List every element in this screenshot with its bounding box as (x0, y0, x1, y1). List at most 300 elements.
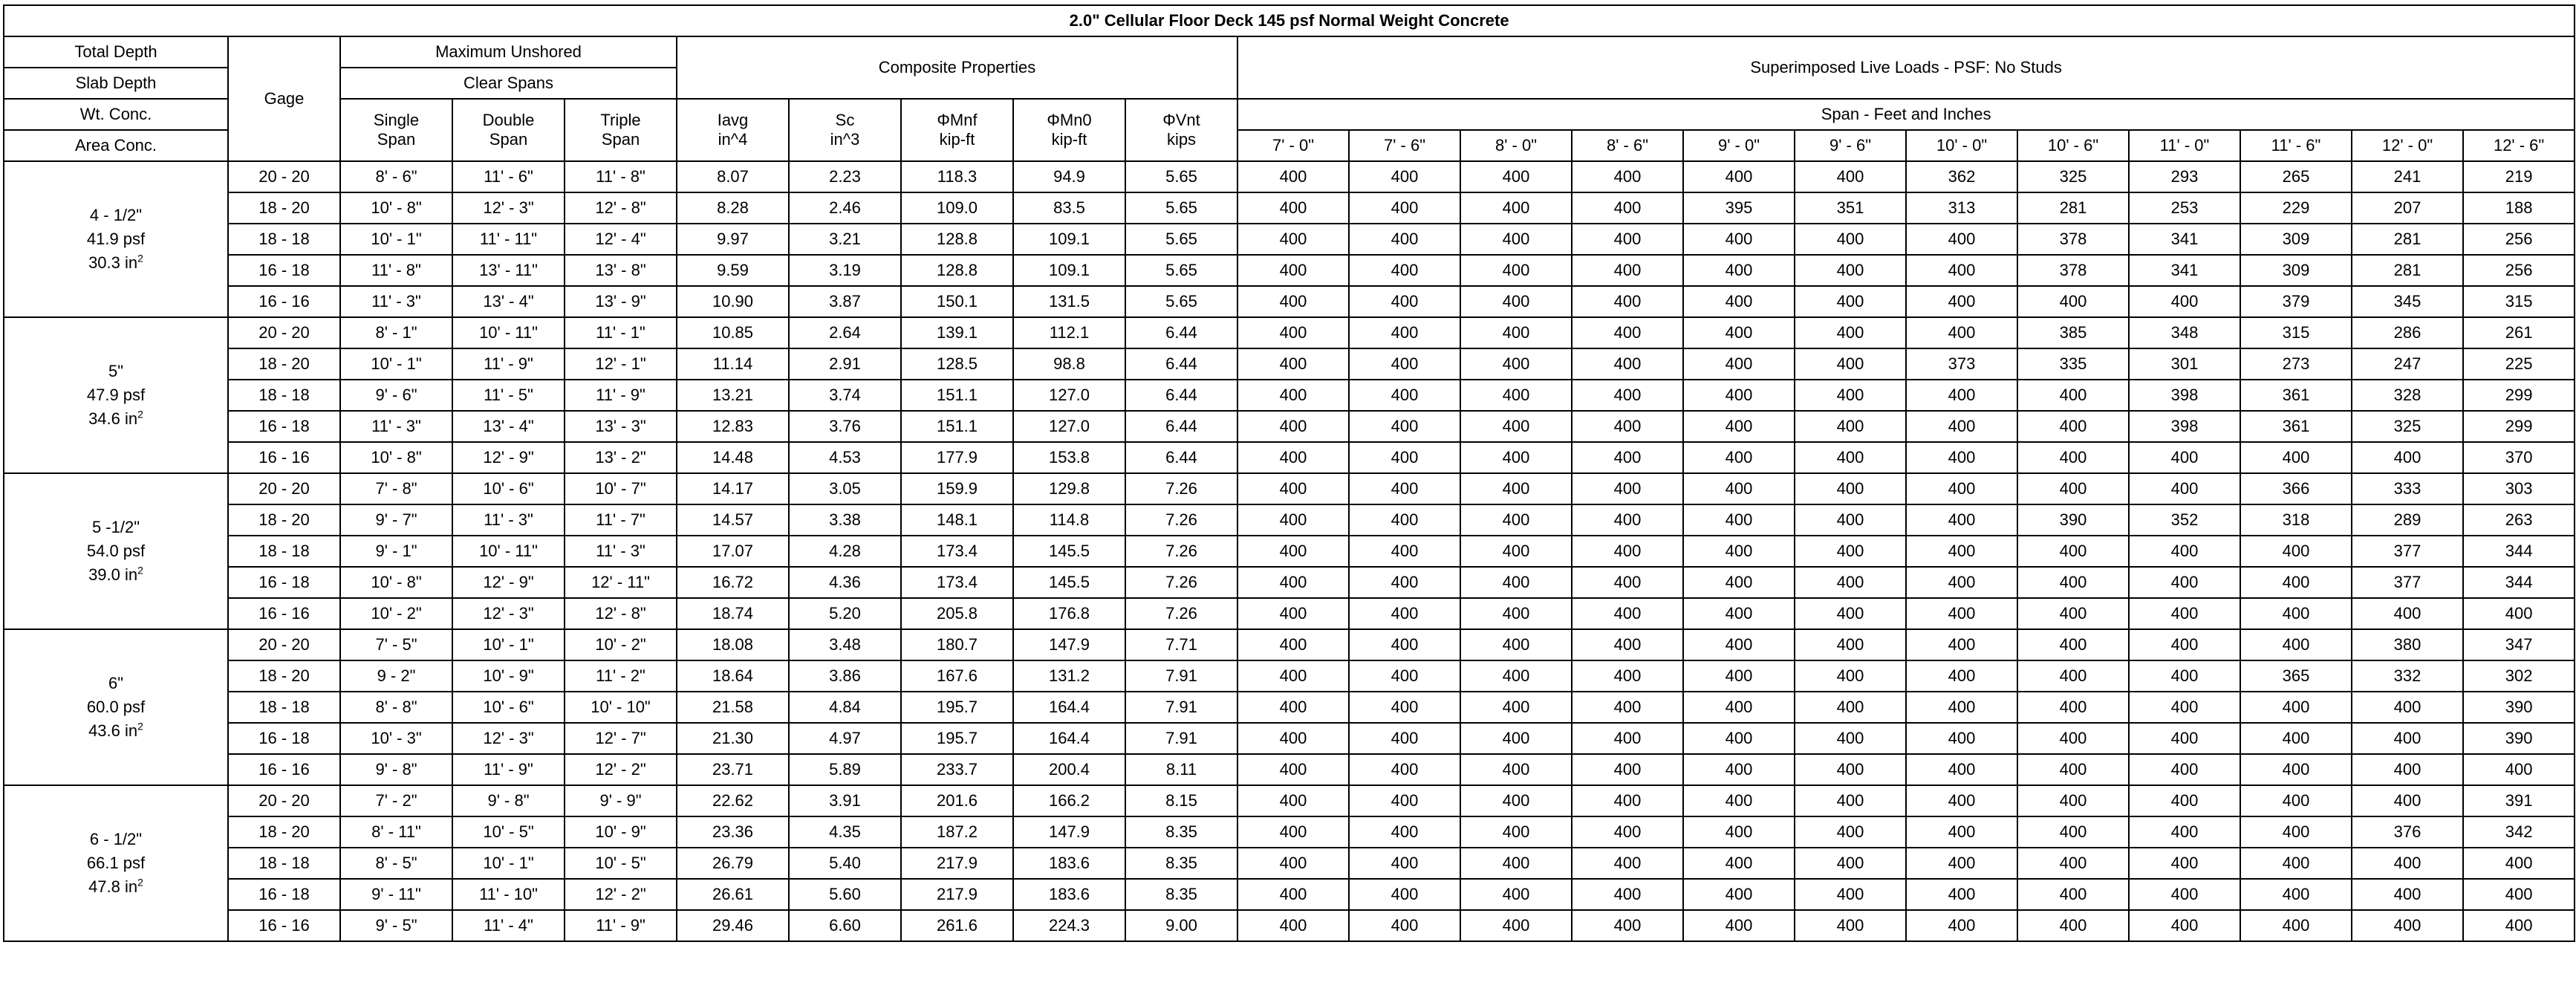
live-load-cell: 400 (1683, 348, 1795, 380)
header-line: ΦMnf (937, 110, 978, 129)
gage-cell: 20 - 20 (228, 629, 340, 660)
live-load-cell: 400 (2463, 598, 2575, 629)
gage-cell: 20 - 20 (228, 473, 340, 504)
sc-cell: 3.05 (789, 473, 901, 504)
vnt-cell: 7.91 (1125, 723, 1237, 754)
live-load-cell: 400 (1460, 348, 1572, 380)
live-load-cell: 400 (2352, 723, 2463, 754)
single-span-cell: 11' - 3" (340, 286, 452, 317)
title-row (4, 5, 2575, 36)
live-load-cell: 400 (2017, 473, 2129, 504)
label-wt-conc: Wt. Conc. (4, 99, 228, 130)
live-load-cell: 400 (1572, 910, 1683, 941)
live-load-cell: 400 (2129, 660, 2240, 692)
live-load-cell: 400 (1906, 754, 2017, 785)
iavg-cell: 12.83 (677, 411, 789, 442)
vnt-cell: 8.35 (1125, 848, 1237, 879)
table-row (4, 879, 2575, 910)
sc-cell: 5.60 (789, 879, 901, 910)
live-load-cell: 400 (1460, 785, 1572, 816)
mnf-cell: 151.1 (901, 380, 1013, 411)
sc-cell: 3.91 (789, 785, 901, 816)
live-load-cell: 400 (2240, 442, 2352, 473)
iavg-cell: 21.30 (677, 723, 789, 754)
weight-value: 47.9 psf (86, 386, 146, 405)
double-span-cell: 10' - 1" (452, 848, 565, 879)
live-load-cell: 400 (2129, 286, 2240, 317)
mn0-cell: 127.0 (1013, 411, 1125, 442)
live-span-header: 10' - 6" (2017, 130, 2129, 161)
live-load-cell: 400 (2129, 567, 2240, 598)
double-span-cell: 11' - 3" (452, 504, 565, 536)
vnt-cell: 6.44 (1125, 380, 1237, 411)
live-load-cell: 400 (2352, 785, 2463, 816)
triple-span-cell: 11' - 9" (565, 380, 677, 411)
live-load-cell: 370 (2463, 442, 2575, 473)
triple-span-cell: 12' - 8" (565, 192, 677, 224)
live-load-cell: 400 (1906, 442, 2017, 473)
mnf-cell: 128.8 (901, 224, 1013, 255)
live-load-cell: 265 (2240, 161, 2352, 192)
mnf-cell: 201.6 (901, 785, 1013, 816)
gage-header: Gage (228, 36, 340, 161)
live-load-cell: 315 (2463, 286, 2575, 317)
total-depth-value: 6" (108, 674, 124, 693)
live-load-cell: 400 (1349, 286, 1460, 317)
single-span-cell: 10' - 3" (340, 723, 452, 754)
live-load-cell: 400 (1572, 224, 1683, 255)
live-load-cell: 400 (1795, 567, 1906, 598)
live-span-header: 12' - 6" (2463, 130, 2575, 161)
iavg-cell: 13.21 (677, 380, 789, 411)
live-load-cell: 400 (2129, 910, 2240, 941)
live-load-cell: 400 (1906, 848, 2017, 879)
gage-cell: 18 - 20 (228, 504, 340, 536)
mnf-cell: 159.9 (901, 473, 1013, 504)
live-load-cell: 400 (1906, 816, 2017, 848)
live-load-cell: 400 (2017, 411, 2129, 442)
table-row (4, 317, 2575, 348)
area-unit-exponent: 2 (137, 252, 143, 264)
mnf-cell: 128.5 (901, 348, 1013, 380)
total-depth-value: 6 - 1/2" (89, 830, 143, 849)
live-span-header: 9' - 6" (1795, 130, 1906, 161)
live-load-cell: 400 (1237, 286, 1349, 317)
iavg-cell: 14.48 (677, 442, 789, 473)
live-load-cell: 400 (1683, 848, 1795, 879)
header-line: Span (377, 130, 416, 149)
vnt-cell: 5.65 (1125, 192, 1237, 224)
live-load-cell: 347 (2463, 629, 2575, 660)
iavg-cell: 26.79 (677, 848, 789, 879)
live-load-cell: 400 (1349, 754, 1460, 785)
iavg-cell: 10.85 (677, 317, 789, 348)
live-load-cell: 400 (1349, 723, 1460, 754)
double-span-cell: 11' - 10" (452, 879, 565, 910)
mnf-cell: 109.0 (901, 192, 1013, 224)
triple-span-cell: 11' - 8" (565, 161, 677, 192)
live-load-cell: 400 (1572, 567, 1683, 598)
live-load-cell: 400 (1349, 692, 1460, 723)
live-load-cell: 400 (1572, 879, 1683, 910)
header-line: kip-ft (939, 130, 975, 149)
single-span-cell: 9' - 7" (340, 504, 452, 536)
live-load-cell: 219 (2463, 161, 2575, 192)
vnt-cell: 5.65 (1125, 161, 1237, 192)
live-load-cell: 400 (2240, 910, 2352, 941)
single-span-cell: 8' - 6" (340, 161, 452, 192)
single-span-cell: 9' - 5" (340, 910, 452, 941)
mn0-cell: 166.2 (1013, 785, 1125, 816)
mn0-cell: 98.8 (1013, 348, 1125, 380)
live-load-cell: 400 (1237, 348, 1349, 380)
live-load-cell: 400 (1349, 629, 1460, 660)
live-load-cell: 400 (1572, 598, 1683, 629)
live-load-cell: 341 (2129, 224, 2240, 255)
header-row-3 (4, 99, 2575, 130)
live-load-cell: 400 (1349, 785, 1460, 816)
live-load-cell: 400 (1572, 816, 1683, 848)
gage-cell: 18 - 20 (228, 816, 340, 848)
live-span-header: 8' - 6" (1572, 130, 1683, 161)
live-load-cell: 400 (1795, 317, 1906, 348)
live-load-cell: 281 (2352, 255, 2463, 286)
mnf-cell: 177.9 (901, 442, 1013, 473)
live-load-cell: 273 (2240, 348, 2352, 380)
triple-span-cell: 9' - 9" (565, 785, 677, 816)
live-load-cell: 400 (1349, 598, 1460, 629)
live-load-cell: 400 (1795, 380, 1906, 411)
live-load-cell: 400 (1460, 567, 1572, 598)
live-load-cell: 400 (1460, 660, 1572, 692)
live-load-cell: 400 (1683, 598, 1795, 629)
double-span-cell: 11' - 6" (452, 161, 565, 192)
header-line: Single (373, 110, 420, 129)
live-load-cell: 400 (1906, 224, 2017, 255)
live-load-cell: 400 (1237, 504, 1349, 536)
vnt-cell: 7.91 (1125, 660, 1237, 692)
live-load-cell: 400 (2240, 629, 2352, 660)
live-load-cell: 400 (2352, 598, 2463, 629)
live-load-cell: 400 (1906, 380, 2017, 411)
live-load-cell: 400 (1349, 317, 1460, 348)
live-load-cell: 325 (2352, 411, 2463, 442)
gage-cell: 16 - 16 (228, 442, 340, 473)
live-load-cell: 400 (1349, 567, 1460, 598)
live-load-cell: 400 (2017, 692, 2129, 723)
live-load-cell: 400 (1349, 816, 1460, 848)
live-load-cell: 400 (2463, 879, 2575, 910)
live-load-cell: 400 (1683, 754, 1795, 785)
live-load-cell: 400 (1237, 598, 1349, 629)
sc-cell: 4.97 (789, 723, 901, 754)
table-row (4, 442, 2575, 473)
header-line: Span (489, 130, 528, 149)
live-load-cell: 400 (1349, 380, 1460, 411)
live-load-cell: 400 (2129, 785, 2240, 816)
live-load-cell: 188 (2463, 192, 2575, 224)
mnf-cell: 180.7 (901, 629, 1013, 660)
live-load-cell: 400 (1237, 536, 1349, 567)
sc-cell: 3.86 (789, 660, 901, 692)
live-load-cell: 400 (1460, 411, 1572, 442)
triple-span-cell: 13' - 9" (565, 286, 677, 317)
live-load-cell: 400 (2129, 754, 2240, 785)
double-span-cell: 11' - 9" (452, 754, 565, 785)
live-load-cell: 400 (1572, 286, 1683, 317)
vnt-cell: 8.35 (1125, 879, 1237, 910)
sc-cell: 3.87 (789, 286, 901, 317)
live-load-cell: 400 (2017, 286, 2129, 317)
vnt-cell: 5.65 (1125, 224, 1237, 255)
live-load-cell: 400 (1683, 161, 1795, 192)
area-value: 39.0 in (88, 565, 138, 584)
live-load-cell: 400 (1460, 848, 1572, 879)
live-load-cell: 400 (2129, 629, 2240, 660)
live-span-header: 7' - 0" (1237, 130, 1349, 161)
triple-span-cell: 11' - 3" (565, 536, 677, 567)
mnf-cell: 173.4 (901, 567, 1013, 598)
live-load-cell: 400 (1349, 192, 1460, 224)
label-total-depth: Total Depth (4, 36, 228, 68)
double-span-cell: 13' - 4" (452, 286, 565, 317)
live-load-cell: 390 (2463, 723, 2575, 754)
sc-cell: 5.40 (789, 848, 901, 879)
vnt-cell: 7.26 (1125, 567, 1237, 598)
table-row (4, 754, 2575, 785)
live-load-cell: 400 (1460, 317, 1572, 348)
iavg-cell: 10.90 (677, 286, 789, 317)
table-row (4, 536, 2575, 567)
area-unit-exponent: 2 (137, 408, 143, 420)
live-load-cell: 400 (1795, 785, 1906, 816)
live-span-header: 10' - 0" (1906, 130, 2017, 161)
live-load-cell: 378 (2017, 224, 2129, 255)
triple-span-cell: 13' - 2" (565, 442, 677, 473)
live-load-cell: 400 (1906, 317, 2017, 348)
live-load-cell: 362 (1906, 161, 2017, 192)
header-line: kip-ft (1051, 130, 1087, 149)
live-load-cell: 400 (1237, 785, 1349, 816)
live-load-cell: 400 (2017, 536, 2129, 567)
live-load-cell: 400 (1349, 660, 1460, 692)
live-load-cell: 400 (1237, 317, 1349, 348)
mn0-cell: 200.4 (1013, 754, 1125, 785)
live-load-cell: 400 (2129, 879, 2240, 910)
weight-value: 60.0 psf (86, 698, 146, 717)
live-load-cell: 379 (2240, 286, 2352, 317)
mnf-cell: 150.1 (901, 286, 1013, 317)
double-span-cell: 11' - 4" (452, 910, 565, 941)
live-load-cell: 400 (1683, 255, 1795, 286)
gage-cell: 20 - 20 (228, 317, 340, 348)
live-load-cell: 400 (1795, 411, 1906, 442)
sc-cell: 3.19 (789, 255, 901, 286)
header-line: Double (482, 110, 535, 129)
live-load-cell: 341 (2129, 255, 2240, 286)
gage-cell: 16 - 16 (228, 286, 340, 317)
mn0-cell: 109.1 (1013, 255, 1125, 286)
sc-cell: 3.48 (789, 629, 901, 660)
triple-span-header (565, 99, 677, 161)
area-value: 30.3 in (88, 253, 138, 272)
live-load-cell: 400 (2017, 754, 2129, 785)
triple-span-cell: 10' - 5" (565, 848, 677, 879)
header-line: in^4 (718, 130, 748, 149)
table-row (4, 504, 2575, 536)
table-row (4, 348, 2575, 380)
live-load-cell: 400 (1683, 442, 1795, 473)
vnt-cell: 7.26 (1125, 504, 1237, 536)
live-load-cell: 400 (1349, 879, 1460, 910)
single-span-cell: 8' - 8" (340, 692, 452, 723)
live-load-cell: 400 (1683, 504, 1795, 536)
live-load-cell: 400 (1572, 692, 1683, 723)
live-load-cell: 302 (2463, 660, 2575, 692)
live-load-cell: 400 (2352, 910, 2463, 941)
live-load-cell: 400 (1683, 380, 1795, 411)
mn0-cell: 112.1 (1013, 317, 1125, 348)
live-load-cell: 400 (1572, 785, 1683, 816)
live-load-cell: 400 (1683, 910, 1795, 941)
live-load-cell: 400 (1460, 380, 1572, 411)
live-load-cell: 400 (2017, 879, 2129, 910)
single-span-cell: 10' - 8" (340, 192, 452, 224)
area-unit-exponent: 2 (137, 564, 143, 576)
live-load-cell: 400 (2017, 442, 2129, 473)
live-load-cell: 395 (1683, 192, 1795, 224)
iavg-cell: 14.17 (677, 473, 789, 504)
live-load-cell: 400 (1572, 660, 1683, 692)
live-load-cell: 342 (2463, 816, 2575, 848)
triple-span-cell: 12' - 2" (565, 879, 677, 910)
double-span-cell: 10' - 6" (452, 692, 565, 723)
live-load-cell: 332 (2352, 660, 2463, 692)
double-span-cell: 10' - 11" (452, 317, 565, 348)
live-load-cell: 400 (1349, 161, 1460, 192)
gage-cell: 16 - 16 (228, 910, 340, 941)
sc-cell: 5.20 (789, 598, 901, 629)
sc-cell: 3.76 (789, 411, 901, 442)
live-load-cell: 400 (2129, 598, 2240, 629)
live-load-cell: 400 (1237, 380, 1349, 411)
live-load-cell: 299 (2463, 411, 2575, 442)
live-load-cell: 400 (1237, 692, 1349, 723)
single-span-header (340, 99, 452, 161)
vnt-cell: 6.44 (1125, 442, 1237, 473)
live-load-cell: 400 (1906, 473, 2017, 504)
live-load-cell: 400 (1237, 442, 1349, 473)
live-load-cell: 400 (2240, 879, 2352, 910)
live-load-cell: 247 (2352, 348, 2463, 380)
single-span-cell: 11' - 8" (340, 255, 452, 286)
double-span-cell: 12' - 9" (452, 567, 565, 598)
live-load-cell: 398 (2129, 380, 2240, 411)
double-span-cell: 10' - 9" (452, 660, 565, 692)
live-load-cell: 400 (1237, 816, 1349, 848)
live-load-cell: 328 (2352, 380, 2463, 411)
vnt-cell: 9.00 (1125, 910, 1237, 941)
triple-span-cell: 12' - 7" (565, 723, 677, 754)
mnf-cell: 118.3 (901, 161, 1013, 192)
live-load-cell: 400 (1906, 723, 2017, 754)
deck-group-label (4, 785, 228, 941)
live-load-cell: 400 (1795, 660, 1906, 692)
live-load-cell: 400 (2352, 879, 2463, 910)
live-load-cell: 400 (1906, 910, 2017, 941)
header-line: ΦVnt (1162, 110, 1200, 129)
live-load-cell: 400 (1795, 848, 1906, 879)
vnt-cell: 8.15 (1125, 785, 1237, 816)
live-load-cell: 400 (1906, 879, 2017, 910)
live-load-cell: 351 (1795, 192, 1906, 224)
live-load-cell: 400 (1795, 255, 1906, 286)
table-row (4, 785, 2575, 816)
live-load-cell: 309 (2240, 255, 2352, 286)
double-span-cell: 12' - 3" (452, 598, 565, 629)
live-load-cell: 400 (1572, 348, 1683, 380)
live-load-cell: 400 (2129, 816, 2240, 848)
live-load-cell: 400 (2017, 816, 2129, 848)
live-load-cell: 400 (1237, 754, 1349, 785)
mn0-cell: 127.0 (1013, 380, 1125, 411)
mn0-cell: 164.4 (1013, 723, 1125, 754)
live-load-cell: 361 (2240, 380, 2352, 411)
live-load-cell: 400 (2240, 598, 2352, 629)
vnt-cell: 7.26 (1125, 598, 1237, 629)
table-row (4, 692, 2575, 723)
live-load-cell: 400 (1349, 910, 1460, 941)
table-row (4, 161, 2575, 192)
mnf-cell: 205.8 (901, 598, 1013, 629)
live-span-header: 7' - 6" (1349, 130, 1460, 161)
mnf-cell: 217.9 (901, 848, 1013, 879)
double-span-cell: 12' - 9" (452, 442, 565, 473)
double-span-cell: 9' - 8" (452, 785, 565, 816)
table-row (4, 473, 2575, 504)
single-span-cell: 9' - 1" (340, 536, 452, 567)
vnt-cell: 7.26 (1125, 473, 1237, 504)
gage-cell: 16 - 18 (228, 567, 340, 598)
live-load-cell: 303 (2463, 473, 2575, 504)
live-load-cell: 365 (2240, 660, 2352, 692)
mnf-cell: 148.1 (901, 504, 1013, 536)
iavg-cell: 8.28 (677, 192, 789, 224)
live-load-cell: 400 (2129, 442, 2240, 473)
triple-span-cell: 10' - 10" (565, 692, 677, 723)
single-span-cell: 10' - 1" (340, 224, 452, 255)
live-load-cell: 400 (1237, 224, 1349, 255)
vnt-cell: 8.11 (1125, 754, 1237, 785)
double-span-cell: 11' - 11" (452, 224, 565, 255)
live-load-cell: 361 (2240, 411, 2352, 442)
live-load-cell: 344 (2463, 536, 2575, 567)
gage-cell: 18 - 18 (228, 692, 340, 723)
triple-span-cell: 12' - 2" (565, 754, 677, 785)
triple-span-cell: 11' - 1" (565, 317, 677, 348)
live-load-cell: 400 (1460, 910, 1572, 941)
live-load-cell: 400 (1237, 567, 1349, 598)
total-depth-value: 4 - 1/2" (89, 206, 143, 225)
live-load-cell: 229 (2240, 192, 2352, 224)
superimposed-loads-header: Superimposed Live Loads - PSF: No Studs (1237, 36, 2575, 99)
iavg-header (677, 99, 789, 161)
triple-span-cell: 11' - 9" (565, 910, 677, 941)
live-load-cell: 400 (1683, 473, 1795, 504)
triple-span-cell: 10' - 9" (565, 816, 677, 848)
mn0-cell: 183.6 (1013, 848, 1125, 879)
live-load-cell: 400 (2017, 785, 2129, 816)
